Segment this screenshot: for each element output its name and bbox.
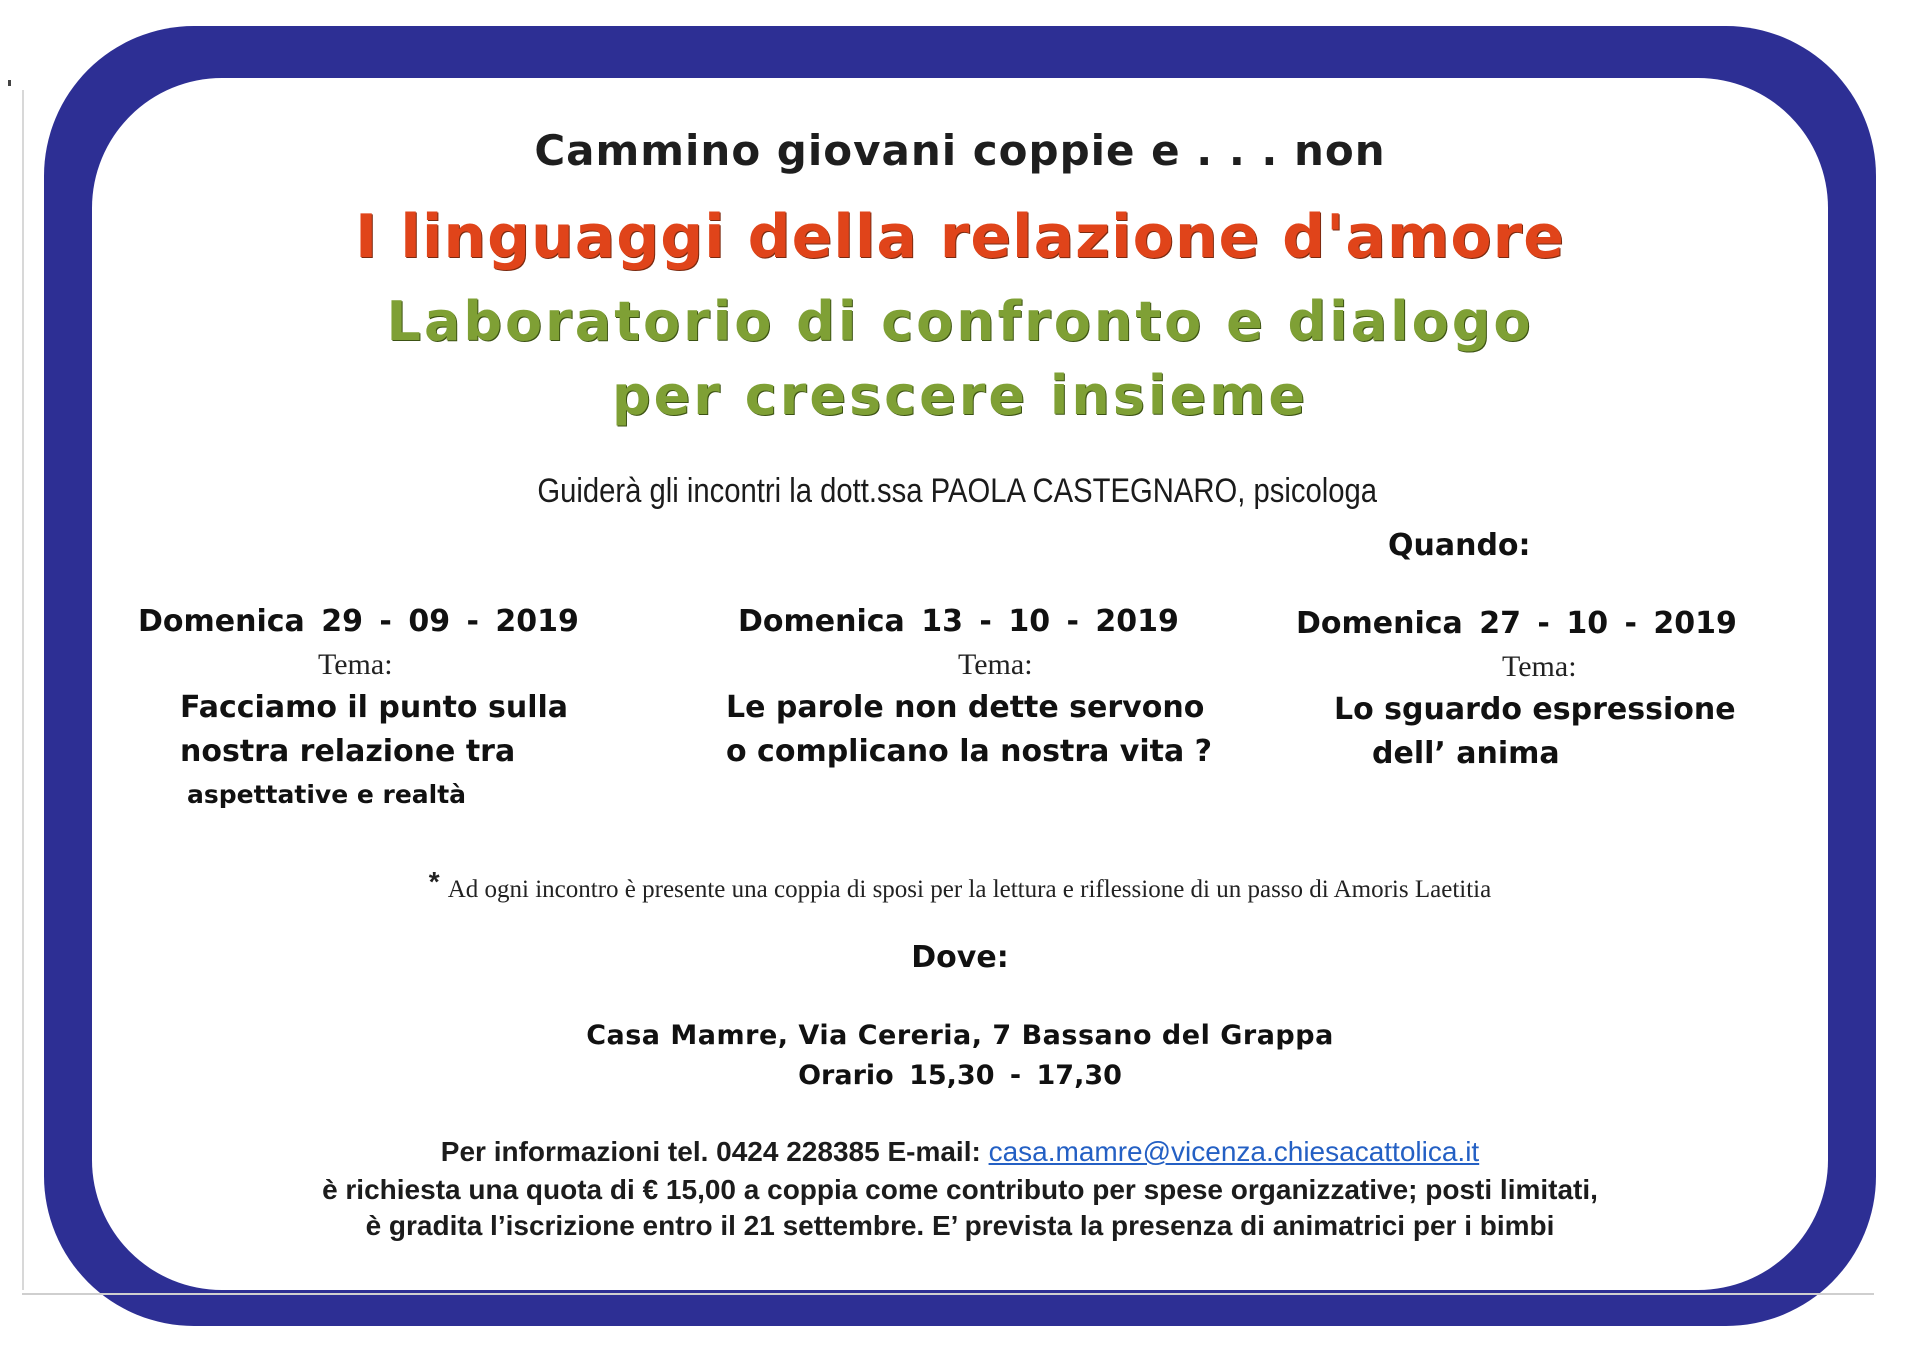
session-3-topic-line-1: Lo sguardo espressione [1334, 692, 1736, 727]
fee-line: è richiesta una quota di € 15,00 a coppia come contributo per spese organizzative; posti limitati, [322, 1174, 1598, 1205]
when-heading: Quando: [1388, 528, 1531, 563]
session-2-tema-label: Tema: [958, 648, 1033, 681]
address-line: Casa Mamre, Via Cereria, 7 Bassano del Grappa [586, 1020, 1334, 1051]
main-title: I linguaggi della relazione d'amore [355, 202, 1565, 272]
subtitle-line-1: Laboratorio di confronto e dialogo [386, 290, 1534, 353]
session-1-tema-label: Tema: [318, 648, 393, 681]
scan-edge-bottom [22, 1293, 1874, 1295]
session-2-topic-line-2: o complicano la nostra vita ? [726, 734, 1213, 769]
kicker-heading: Cammino giovani coppie e . . . non [534, 126, 1386, 175]
note-text: Ad ogni incontro è presente una coppia di sposi per la lettura e riflessione di un passo di Amoris Laetitia [447, 876, 1492, 903]
where-heading: Dove: [911, 940, 1009, 975]
note-asterisk: * [428, 866, 440, 897]
session-1-topic-line-3: aspettative e realtà [187, 780, 467, 809]
session-1-topic-line-2: nostra relazione tra [180, 734, 516, 769]
email-link[interactable]: casa.mamre@vicenza.chiesacattolica.it [988, 1136, 1480, 1167]
scan-mark [8, 80, 11, 86]
guide-line: Guiderà gli incontri la dott.ssa PAOLA CASTEGNARO, psicologa [537, 472, 1378, 510]
session-1-topic-line-1: Facciamo il punto sulla [180, 690, 569, 725]
contact-line [0, 1136, 1920, 1168]
session-3-tema-label: Tema: [1502, 650, 1577, 683]
amoris-laetitia-note [0, 866, 1920, 904]
registration-line: è gradita l’iscrizione entro il 21 settembre. E’ prevista la presenza di animatrici per i bimbi [365, 1210, 1555, 1241]
session-3-date: Domenica 27 - 10 - 2019 [1296, 606, 1737, 641]
session-1-date: Domenica 29 - 09 - 2019 [138, 604, 579, 639]
contact-text: Per informazioni tel. 0424 228385 E-mail: [440, 1136, 989, 1167]
subtitle-line-2: per crescere insieme [612, 364, 1308, 427]
hours-line: Orario 15,30 - 17,30 [798, 1060, 1122, 1091]
session-2-date: Domenica 13 - 10 - 2019 [738, 604, 1179, 639]
session-2-topic-line-1: Le parole non dette servono [726, 690, 1205, 725]
session-3-topic-line-2: dell’ anima [1372, 736, 1560, 771]
